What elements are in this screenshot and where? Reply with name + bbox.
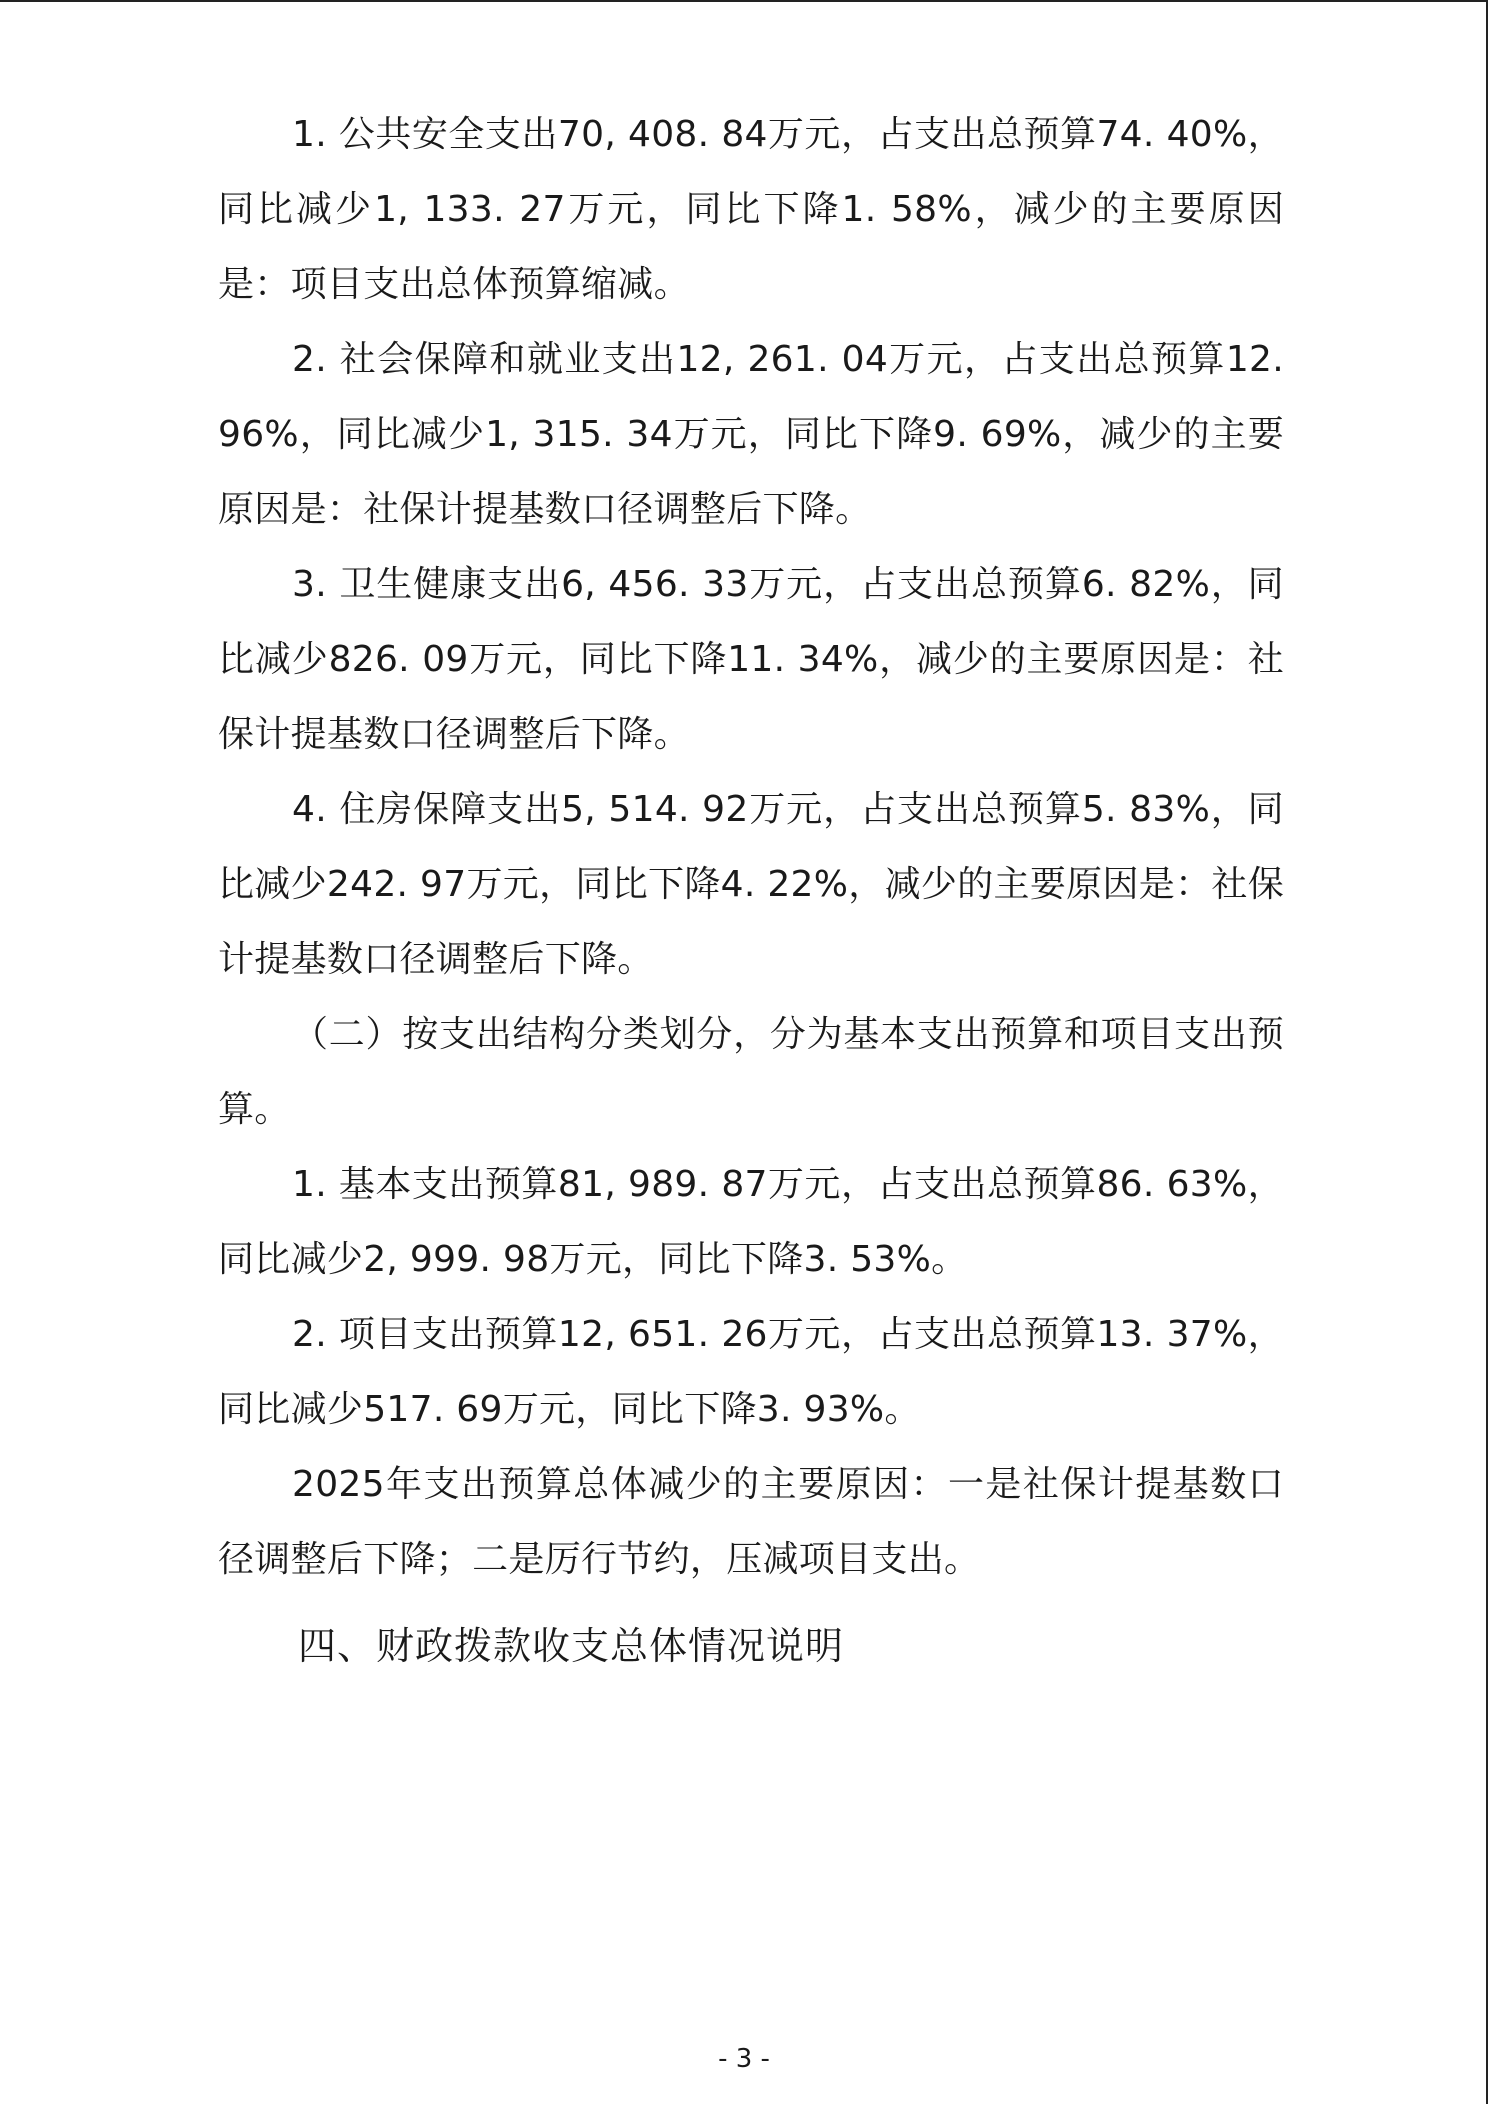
paragraph-housing: 4. 住房保障支出5, 514. 92万元，占支出总预算5. 83%，同比减少242. 97万元，同比下降4. 22%，减少的主要原因是：社保计提基数口径调整后下降。 — [218, 789, 1284, 980]
paragraph-decrease-reasons: 2025年支出预算总体减少的主要原因：一是社保计提基数口径调整后下降；二是厉行节约，压减项目支出。 — [218, 1464, 1284, 1580]
paragraph-social-security: 2. 社会保障和就业支出12, 261. 04万元，占支出总预算12. 96%，同比减少1, 315. 34万元，同比下降9. 69%，减少的主要原因是：社保计提基数口径调整后下降。 — [218, 339, 1284, 530]
paragraph-health: 3. 卫生健康支出6, 456. 33万元，占支出总预算6. 82%，同比减少826. 09万元，同比下降11. 34%，减少的主要原因是：社保计提基数口径调整后下降。 — [218, 564, 1284, 755]
paragraph-project-expenditure: 2. 项目支出预算12, 651. 26万元，占支出总预算13. 37%，同比减少517. 69万元，同比下降3. 93%。 — [218, 1314, 1284, 1430]
paragraph-public-security: 1. 公共安全支出70, 408. 84万元，占支出总预算74. 40%，同比减少1, 133. 27万元，同比下降1. 58%，减少的主要原因是：项目支出总体预算缩减。 — [218, 114, 1284, 305]
page-number: - 3 - — [718, 2044, 770, 2074]
paragraph-basic-expenditure: 1. 基本支出预算81, 989. 87万元，占支出总预算86. 63%，同比减少2, 999. 98万元，同比下降3. 53%。 — [218, 1164, 1284, 1280]
page-border-top — [0, 0, 1488, 2]
document-body — [218, 97, 1284, 1684]
section-heading: 四、财政拨款收支总体情况说明 — [298, 1624, 845, 1668]
paragraph-structure-classification: （二）按支出结构分类划分，分为基本支出预算和项目支出预算。 — [218, 1014, 1284, 1130]
